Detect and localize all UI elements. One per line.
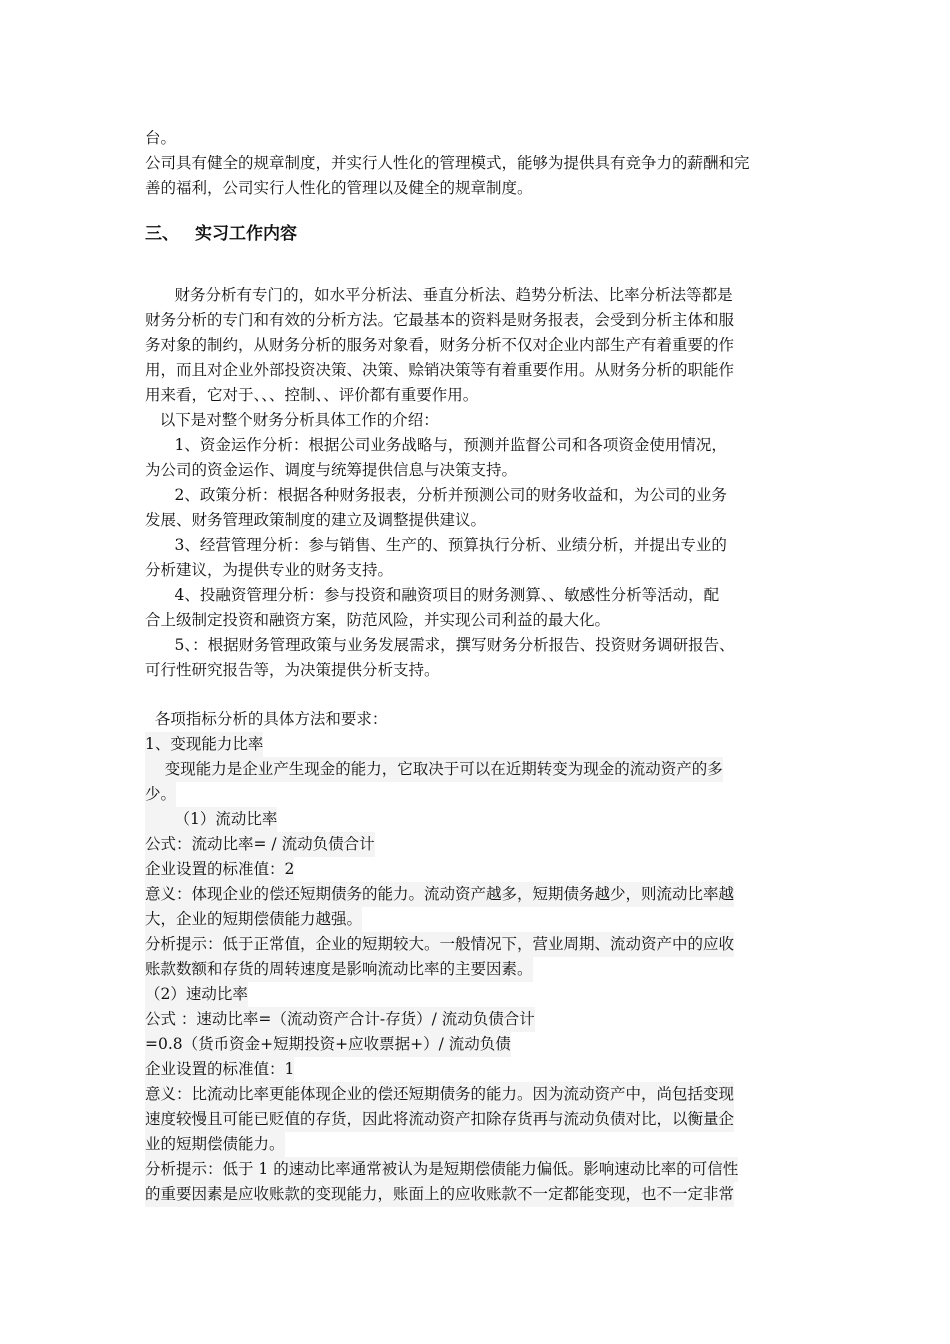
indicator-line-8: 意义：体现企业的偿还短期债务的能力。流动资产越多，短期债务越少，则流动比率越 xyxy=(145,882,734,907)
indicator-line-10: 分析提示：低于正常值，企业的短期较大。一般情况下，营业周期、流动资产中的应收 xyxy=(145,932,734,957)
indicator-line-14: =0.8（货币资金+短期投资+应收票据+）/ 流动负债 xyxy=(145,1032,511,1057)
overview-line-3: 务对象的制约，从财务分析的服务对象看，财务分析不仅对企业内部生产有着重要的作 xyxy=(145,336,735,354)
work-item-line-9: 5、：根据财务管理政策与业务发展需求，撰写财务分析报告、投资财务调研报告、 xyxy=(145,636,735,654)
work-item-line-8: 合上级制定投资和融资方案，防范风险，并实现公司利益的最大化。 xyxy=(145,611,611,629)
indicator-line-4: 少。 xyxy=(145,782,176,807)
indicator-line-1: 各项指标分析的具体方法和要求： xyxy=(145,710,388,728)
overview-line-2: 财务分析的专门和有效的分析方法。它最基本的资料是财务报表，会受到分析主体和服 xyxy=(145,311,735,329)
indicator-line-5: （1）流动比率 xyxy=(145,807,277,832)
indicator-line-16: 意义：比流动比率更能体现企业的偿还短期债务的能力。因为流动资产中，尚包括变现 xyxy=(145,1082,734,1107)
intro-line-2: 公司具有健全的规章制度，并实行人性化的管理模式，能够为提供具有竞争力的薪酬和完 xyxy=(145,154,750,172)
work-item-line-4: 发展、财务管理政策制度的建立及调整提供建议。 xyxy=(145,511,487,529)
intro-line-1: 台。 xyxy=(145,129,177,147)
indicator-line-15: 企业设置的标准值：1 xyxy=(145,1057,294,1082)
indicator-line-9: 大，企业的短期偿债能力越强。 xyxy=(145,907,362,932)
indicator-line-13: 公式 ：速动比率=（流动资产合计-存货）/ 流动负债合计 xyxy=(145,1007,535,1032)
intro-line-3: 善的福利，公司实行人性化的管理以及健全的规章制度。 xyxy=(145,179,533,197)
work-item-line-6: 分析建议，为提供专业的财务支持。 xyxy=(145,561,394,579)
indicator-line-3: 变现能力是企业产生现金的能力，它取决于可以在近期转变为现金的流动资产的多 xyxy=(145,757,723,782)
indicator-line-20: 的重要因素是应收账款的变现能力，账面上的应收账款不一定都能变现，也不一定非常 xyxy=(145,1182,734,1207)
overview-line-4: 用，而且对企业外部投资决策、决策、赊销决策等有着重要作用。从财务分析的职能作 xyxy=(145,361,735,379)
overview-line-1: 财务分析有专门的，如水平分析法、垂直分析法、趋势分析法、比率分析法等都是 xyxy=(145,286,733,304)
section-title: 实习工作内容 xyxy=(195,224,297,244)
section-heading xyxy=(145,221,297,247)
indicator-line-12: （2）速动比率 xyxy=(145,982,248,1007)
indicator-line-7: 企业设置的标准值：2 xyxy=(145,857,294,882)
work-item-line-7: 4、投融资管理分析：参与投资和融资项目的财务测算、、敏感性分析等活动，配 xyxy=(145,586,720,604)
indicator-line-11: 账款数额和存货的周转速度是影响流动比率的主要因素。 xyxy=(145,957,533,982)
indicator-line-19: 分析提示：低于 1 的速动比率通常被认为是短期偿债能力偏低。影响速动比率的可信性 xyxy=(145,1157,738,1182)
work-item-line-3: 2、政策分析：根据各种财务报表，分析并预测公司的财务收益和，为公司的业务 xyxy=(145,486,727,504)
indicator-line-6: 公式：流动比率= / 流动负债合计 xyxy=(145,832,375,857)
overview-line-6: 以下是对整个财务分析具体工作的介绍： xyxy=(145,411,439,429)
indicator-line-2: 1、变现能力比率 xyxy=(145,732,263,757)
work-item-line-2: 为公司的资金运作、调度与统筹提供信息与决策支持。 xyxy=(145,461,518,479)
overview-line-5: 用来看，它对于、、、控制、、评价都有重要作用。 xyxy=(145,386,479,404)
work-item-line-1: 1、资金运作分析：根据公司业务战略与，预测并监督公司和各项资金使用情况， xyxy=(145,436,727,454)
indicator-line-17: 速度较慢且可能已贬值的存货，因此将流动资产扣除存货再与流动负债对比，以衡量企 xyxy=(145,1107,734,1132)
work-item-line-5: 3、经营管理分析：参与销售、生产的、预算执行分析、业绩分析，并提出专业的 xyxy=(145,536,727,554)
work-item-line-10: 可行性研究报告等，为决策提供分析支持。 xyxy=(145,661,440,679)
indicator-line-18: 业的短期偿债能力。 xyxy=(145,1132,285,1157)
section-number: 三、 xyxy=(145,224,179,244)
